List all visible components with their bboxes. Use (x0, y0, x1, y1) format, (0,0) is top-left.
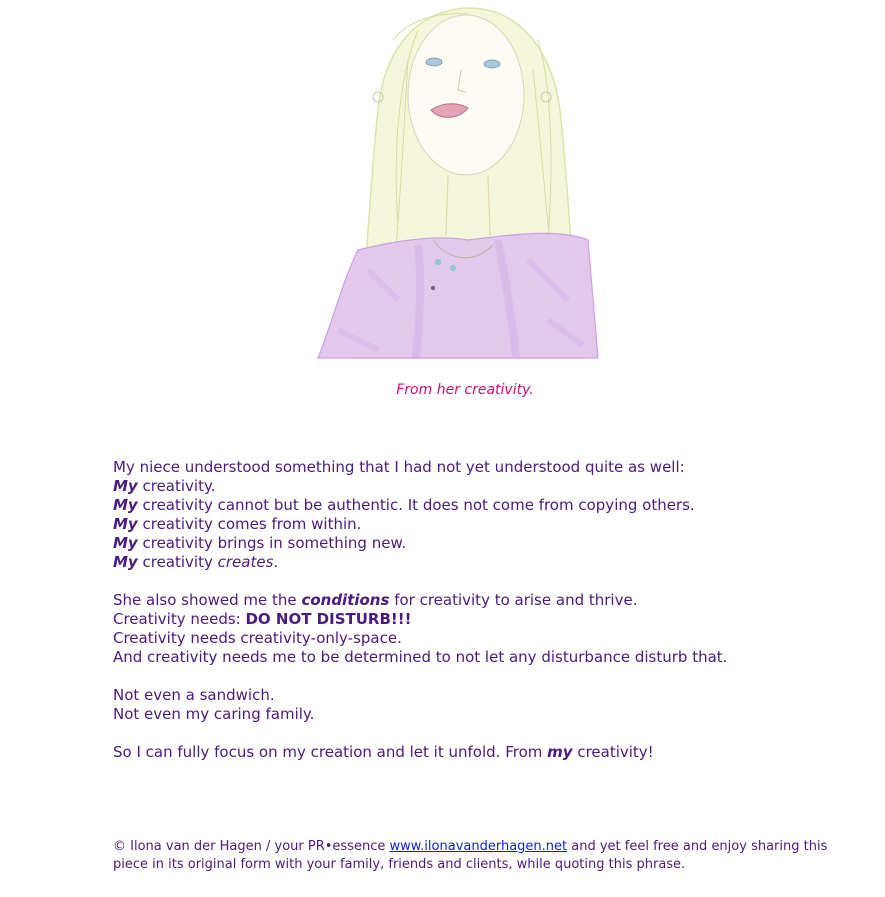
intro-line: My niece understood something that I had not yet understood quite as well: (113, 458, 685, 476)
website-link[interactable]: www.ilonavanderhagen.net (389, 839, 568, 854)
article-body (113, 458, 853, 762)
copyright-footer: © Ilona van der Hagen / your PR•essence www.ilonavanderhagen.net and yet feel free and enjoy sharing this piece in its original form with your family, friends and clients, while quoting this phrase. (113, 839, 828, 872)
creativity-line: My creativity. (113, 477, 216, 495)
creativity-line: My creativity cannot but be authentic. It does not come from copying others. (113, 496, 695, 514)
creativity-line: My creativity brings in something new. (113, 534, 407, 552)
creativity-line: My creativity comes from within. (113, 515, 362, 533)
closing-line: So I can fully focus on my creation and let it unfold. From my creativity! (113, 743, 654, 761)
creativity-line: My creativity creates. (113, 553, 279, 571)
sandwich-line: Not even a sandwich. (113, 686, 275, 704)
image-caption: From her creativity. (396, 382, 534, 398)
family-line: Not even my caring family. (113, 705, 315, 723)
niece-drawing-image (298, 0, 638, 366)
needs-space-line: Creativity needs creativity-only-space. (113, 629, 402, 647)
conditions-line: She also showed me the conditions for creativity to arise and thrive. (113, 591, 638, 609)
needs-line: Creativity needs: DO NOT DISTURB!!! (113, 610, 412, 628)
determined-line: And creativity needs me to be determined to not let any disturbance disturb that. (113, 648, 728, 666)
